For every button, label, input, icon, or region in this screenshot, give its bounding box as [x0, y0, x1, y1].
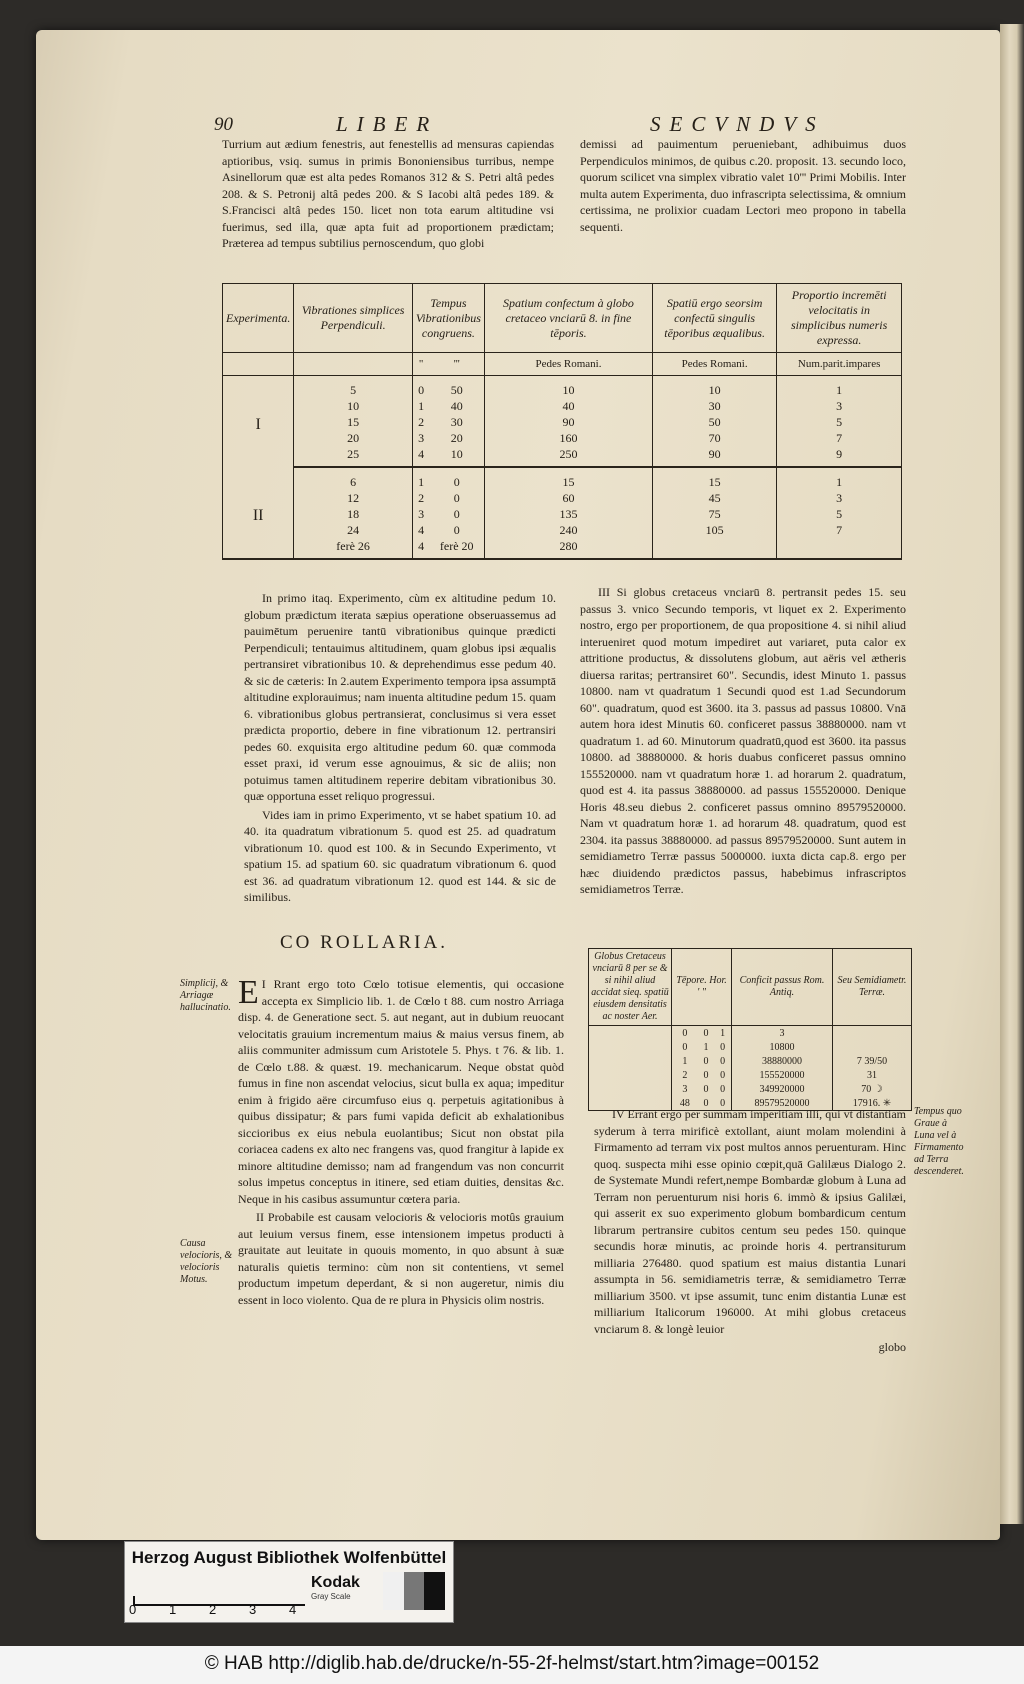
cell: 17916. ✳: [833, 1096, 912, 1111]
table-row: [223, 398, 902, 414]
cell: 0: [714, 1040, 731, 1054]
corollary-1-number: I: [261, 977, 266, 991]
moon-table-row: [589, 1026, 912, 1041]
cell: 90: [484, 414, 652, 430]
cell: 5: [294, 376, 413, 399]
cell: 48: [672, 1096, 698, 1111]
cell: 10: [484, 376, 652, 399]
margin-note-left: Simplicij, & Arriagæ hallucinatio.: [180, 978, 231, 1013]
scale-numbers: [129, 1602, 329, 1617]
cell: 3: [412, 506, 429, 522]
cell: 18: [294, 506, 413, 522]
fall-time-table: [588, 948, 912, 1111]
cell: 0: [429, 490, 484, 506]
cell: 0: [429, 467, 484, 490]
cell: 0: [672, 1026, 698, 1041]
scale-tick: 1: [169, 1602, 177, 1617]
cell: 155520000: [732, 1068, 833, 1082]
cell: 7: [777, 430, 902, 446]
cell: 0: [703, 1083, 709, 1095]
cell: 70: [652, 430, 776, 446]
table-row: [223, 506, 902, 522]
corollary-right-column: [594, 1106, 906, 1358]
scale-tick: 0: [129, 1602, 137, 1617]
corollary-1: [238, 976, 564, 1207]
moon-col-header-passus: Conficit passus Rom. Antiq.: [732, 949, 833, 1026]
margin-note-right: Tempus quo Graue à Luna vel à Firmamento ad Terra descenderet.: [914, 1106, 964, 1177]
table-row: [223, 490, 902, 506]
body-left-para: Vides iam in primo Experimento, vt se habet spatium 10. ad 40. ita quadratum vibrationum 5. quod est 25. ad quadratum vibrationum 10. quod est 100. & in Secundo Experimento, vt spatium 15. ad spatium 60. sic quadratum vibrationum 6. quod est 36. ad quadratum vibrationum 12. quod est 144. & sic de similibus.: [244, 807, 556, 904]
cell: 7: [777, 522, 902, 538]
cell: 105: [652, 522, 776, 538]
cell: 12: [294, 490, 413, 506]
running-head-right: SECVNDVS: [650, 112, 825, 136]
unit-cell: [294, 353, 413, 376]
cell: 50: [652, 414, 776, 430]
page-number: 90: [214, 114, 233, 135]
table-row: [223, 446, 902, 467]
cell: 40: [484, 398, 652, 414]
cell: 15: [484, 467, 652, 490]
cell: 75: [652, 506, 776, 522]
gray-scale-label: Gray Scale: [311, 1592, 351, 1601]
reel-label: [124, 1541, 454, 1623]
corollary-4: IV Errant ergo per summam imperitiam illi, qui vt distantiam syderum à terra mirificè extollant, aiunt molam molendini à Firmamento ad terram vix post multos annos peruenturam. Hinc quoq. suspecta mihi esse opinio cœpit,quā Galilæus Dialogo 2. de Systemate Mundi refert,nempe Bombardæ globum à Luna ad Terram non peruenturum nisi horis 6. immò & ipsius Galilæi, qui asserit ex suo experimento globum bombardicum centum librarum pertransire cubitos centum seu pedes 150. quinque secundis horæ minutis, ac proinde horis 4. pertransiturum milliaria 276480. quod spatium est maius distantia Lunari assumpta in 56. semidiametris terræ, & semidiametro Terræ milliarium 3500. vt ipse assumit, tunc enim distantia Lunæ est milliarium Italicorum 196000. At mihi globus cretaceus vnciarum 8. & longè leuior: [594, 1107, 906, 1336]
cell: 90: [652, 446, 776, 467]
intro-left-text: Turrium aut ædium fenestris, aut fenestellis ad mensuras capiendas aptioribus, vsiq. sumus in primis Bononiensibus turribus, nempe Asinellorum quæ est alta pedes Romanos 312 & S. Petri altâ pedes 208. & S. Petronij altâ pedes 200. & S Iacobi altâ pedes 189. & S.Francisci altâ pedes 150. licet non tota earum altitudine vsi fuerimus, sed illa, quæ apta fuit ad proportionem prædictam; Præterea ad tempus subtilius pernoscendum, quo globi: [222, 137, 554, 250]
cell: 349920000: [732, 1082, 833, 1096]
cell: 70 ☽: [833, 1082, 912, 1096]
cell: 4: [412, 538, 429, 559]
gray-patches: [383, 1572, 445, 1610]
intro-right: [580, 136, 906, 237]
cell: 250: [484, 446, 652, 467]
library-name: Herzog August Bibliothek Wolfenbüttel: [131, 1548, 447, 1567]
cell: 40: [429, 398, 484, 414]
body-left-column: [244, 590, 556, 908]
cell: ferè 26: [294, 538, 413, 559]
table-row: [223, 376, 902, 399]
moon-col-header-time: Tēpore. Hor. ' ": [672, 949, 732, 1026]
cell: 89579520000: [732, 1096, 833, 1111]
cell: [833, 1026, 912, 1041]
cell: 2: [672, 1068, 698, 1082]
unit-cell: Pedes Romani.: [652, 353, 776, 376]
cell: 1: [703, 1041, 709, 1053]
cell: 0: [698, 1096, 714, 1111]
cell: 280: [484, 538, 652, 559]
cell: 10800: [732, 1040, 833, 1054]
table-row: [223, 467, 902, 490]
cell: 0: [429, 522, 484, 538]
cell: 160: [484, 430, 652, 446]
cell: 3: [777, 398, 902, 414]
cell: 30: [429, 414, 484, 430]
cell: 3: [672, 1082, 698, 1096]
body-left-para: In primo itaq. Experimento, cùm ex altitudine pedum 10. globum prædictum iterata sæpius operatione obseruassemus ad pauimētum peruenire tantū vibrationibus quinque prædicti Perpendiculi; tentauimus altitudinem, quam globus ipsi æqualis pertransiret vibrationibus 10. & deprehendimus esse pedum 40. & sic de cæteris: In 2.autem Experimento tempora ipsa assumptā altitudine explorauimus; nam inuenta altitudine pedum 15. quam 6. vibrationibus globus pertransierat, conclusimus si vera esset prædicta proportio, debere in fine vibrationum 12. pertransiri pedes 60. exquisita ergo altitudine pedum 60. quæ commoda esset praxi, id verum esse agnouimus, & sic de aliis; non potuimus tamen altitudinem reperire debitam vibrationibus 30. quæ opportuna esset reliquo progressui.: [244, 591, 556, 803]
cell: 15: [652, 467, 776, 490]
cell: 3: [777, 490, 902, 506]
cell: 38880000: [732, 1054, 833, 1068]
cell: 1: [777, 467, 902, 490]
cell: 1: [412, 467, 429, 490]
cell: 5: [777, 414, 902, 430]
unit-cell: Num.parit.impares: [777, 353, 902, 376]
table-row: [223, 538, 902, 559]
cell: 3: [412, 430, 429, 446]
cell: 9: [777, 446, 902, 467]
footer-credit[interactable]: © HAB http://diglib.hab.de/drucke/n-55-2f-helmst/start.htm?image=00152: [204, 1653, 820, 1674]
margin-note-left: Causa velocioris, & velocioris Motus.: [180, 1238, 233, 1285]
corollary-left-column: [238, 976, 564, 1310]
cell: 10: [652, 376, 776, 399]
cell: 60: [484, 490, 652, 506]
cell: 10: [429, 446, 484, 467]
moon-table-note: [589, 1026, 672, 1111]
cell: 135: [484, 506, 652, 522]
unit-cell: ''': [429, 353, 484, 376]
drop-cap: E: [238, 974, 259, 1011]
intro-left: [222, 136, 554, 254]
cell: 4: [412, 522, 429, 538]
body-right-para: III Si globus cretaceus vnciarū 8. pertransit pedes 15. seu passus 3. vnico Secundo temporis, vt liquet ex 2. Experimento nostro, ergo per proportionem, de qua propositione 4. si nihil aliud interueniret quod motum impediret aut variaret, puta calor ex attritione productus, & dissolutens globum, aut aëris vel ætheris diuersa raritas; pertransiret 60". Secundis, idest Minuto 1. passus 10800. nam vt quadratum 1 Secundi quod est 1.ad Secundorum 60". quadratum, quod est 3600. ita 3. passus ad passus 10800. Vnā autem hora idest Minutis 60. conficeret passus 38880000. nam vt quadratum 1. ad 60. Minutorum quadratū,quod est 3600. ita passus 10800. ad 38880000. & horis duabus conficeret passus omnino 155520000. nam vt quadratum horæ 1. ad horarum 2. quadratum, quod est 4. ita passus 38880000. ad passus 155520000. Denique Horis 48.seu diebus 2. conficeret passus omnino 89579520000. Nam vt quadratum horæ 1. ad horarum 48. quadratum, quod est 2304. ita passus 38880000. ad passus 89579520000. Sunt autem in semidiametro Terræ passus 5000000. iuxta dicta cap.8. ergo per hæc diuidendo prædictos passus, habebimus infrascriptos semidiametros Terræ.: [580, 585, 906, 896]
cell: [833, 1040, 912, 1054]
cell: 0: [703, 1027, 709, 1039]
running-head-left: LIBER: [336, 112, 439, 136]
col-header-vibrations: Vibrationes simplices Perpendiculi.: [294, 284, 413, 353]
cell: 0: [703, 1055, 709, 1067]
cell: 24: [294, 522, 413, 538]
cell: 15: [294, 414, 413, 430]
cell: 1: [714, 1026, 731, 1041]
cell: 1: [777, 376, 902, 399]
cell: [777, 538, 902, 559]
cell: 31: [833, 1068, 912, 1082]
unit-row: [223, 353, 902, 376]
cell: 0: [703, 1069, 709, 1081]
cell: 2: [412, 490, 429, 506]
cell: 0: [429, 506, 484, 522]
cell: 0: [714, 1096, 731, 1111]
table-row: [223, 522, 902, 538]
moon-col-header-globe: Globus Cretaceus vnciarū 8 per se & si nihil aliud accidat sieq. spatiū eiusdem densitatis ac noster Aer.: [589, 949, 672, 1026]
corollaria-heading: CO ROLLARIA.: [280, 932, 448, 953]
catchword: globo: [878, 1340, 906, 1354]
cell: 2: [412, 414, 429, 430]
corollary-1-text: Rrant ergo toto Cœlo totisue elementis, qui occasione accepta ex Simplicio lib. 1. de Cœlo t 88. cum nostro Arriaga disp. 4. de Generatione sect. 5. aut negant, aut in dubium reuocant velocitatis grauium incrementum maius & maius versus finem, ab aliis communiter admissum cum Aristotele 5. Phys. t 76. & lib. 1. de Cœlo t.88. & quæst. 19. mechanicarum. Neque obstat quòd fumus in fine non ascendat velocius, sicut bulla ex aqua; impeditur enim à frigido aëre circumfuso eius q. perpetuis agitationibus à quibus dissipatur; & pars fumi vapida deficit ab exhalationibus siccioribus ex eius nebula euolantibus; Sicut non obstat pila coriacea cadens ex alto nec frangens vas, quod frangitur à lapide ex minore altitudine demisso; nam ad frangendum vas non concurrit solus impetus conceptus in itinere, sed etiam duities, densitas &c. Neque in his casibus assumuntur cœtera paria.: [238, 977, 565, 1206]
col-header-time: Tempus Vibrationibus congruens.: [412, 284, 484, 353]
cell: 10: [294, 398, 413, 414]
cell: 0: [714, 1068, 731, 1082]
experiment-table: [222, 283, 902, 560]
cell: 0: [714, 1082, 731, 1096]
cell: 20: [294, 430, 413, 446]
cell: 25: [294, 446, 413, 467]
cell: [652, 538, 776, 559]
cell: 20: [429, 430, 484, 446]
scale-tick: 2: [209, 1602, 217, 1617]
cell: 240: [484, 522, 652, 538]
moon-col-header-radii: Seu Semidiametr. Terræ.: [833, 949, 912, 1026]
corollary-2: II Probabile est causam velocioris & velocioris motûs grauium aut leuium versus finem, esse intensionem impetus producti à grauitate aut leuitate in quouis momento, in quo absunt à suæ naturalis quietis termino: cùm non sit contentiens, vt semel productum impetum deperdant, & si non augeretur, nimis diu essent in loco violento. Qua de re plura in Physicis olim nostris.: [238, 1210, 564, 1307]
cell: 1: [672, 1054, 698, 1068]
cell: 45: [652, 490, 776, 506]
moon-table-header-row: [589, 949, 912, 1026]
table-row: [223, 414, 902, 430]
cell: 0: [714, 1054, 731, 1068]
intro-right-text: demissi ad pauimentum perueniebant, adhibuimus duos Perpendiculos minimos, de quibus c.20. proposit. 13. secundo loco, quorum scilicet vna simplex vibratio valet 10''' Primi Mobilis. Inter multa autem Experimenta, duo infrascripta selectissima, & omnium certissima, ne prolixior cuadam Lectori meo propono in tabella sequenti.: [580, 137, 906, 234]
gray-patch: [383, 1572, 404, 1610]
table-header-row: [223, 284, 902, 353]
gray-patch: [404, 1572, 425, 1610]
unit-cell: Pedes Romani.: [484, 353, 652, 376]
unit-cell: ": [412, 353, 429, 376]
scale-tick: 4: [289, 1602, 297, 1617]
table-row: [223, 430, 902, 446]
col-header-experiment: Experimenta.: [223, 284, 294, 353]
cell: 7 39/50: [833, 1054, 912, 1068]
gray-patch: [424, 1572, 445, 1610]
cell: 50: [429, 376, 484, 399]
cell: 3: [732, 1026, 833, 1041]
cell: 6: [294, 467, 413, 490]
experiment-label: II: [223, 467, 294, 559]
col-header-proportion: Proportio incremēti velocitatis in simplicibus numeris expressa.: [777, 284, 902, 353]
body-right-column: [580, 584, 906, 900]
scale-tick: 3: [249, 1602, 257, 1617]
unit-cell: [223, 353, 294, 376]
cell: 0: [672, 1040, 698, 1054]
col-header-space: Spatium confectum à globo cretaceo vnciarū 8. in fine tēporis.: [484, 284, 652, 353]
cell: 4: [412, 446, 429, 467]
cell: 0: [412, 376, 429, 399]
kodak-label: Kodak: [311, 1574, 360, 1591]
facing-page-edge: [1000, 24, 1024, 1524]
cell: 1: [412, 398, 429, 414]
cell: ferè 20: [429, 538, 484, 559]
cell: 5: [777, 506, 902, 522]
cell: 30: [652, 398, 776, 414]
experiment-label: I: [223, 376, 294, 468]
col-header-space-each: Spatiū ergo seorsim confectū singulis tēporibus æqualibus.: [652, 284, 776, 353]
